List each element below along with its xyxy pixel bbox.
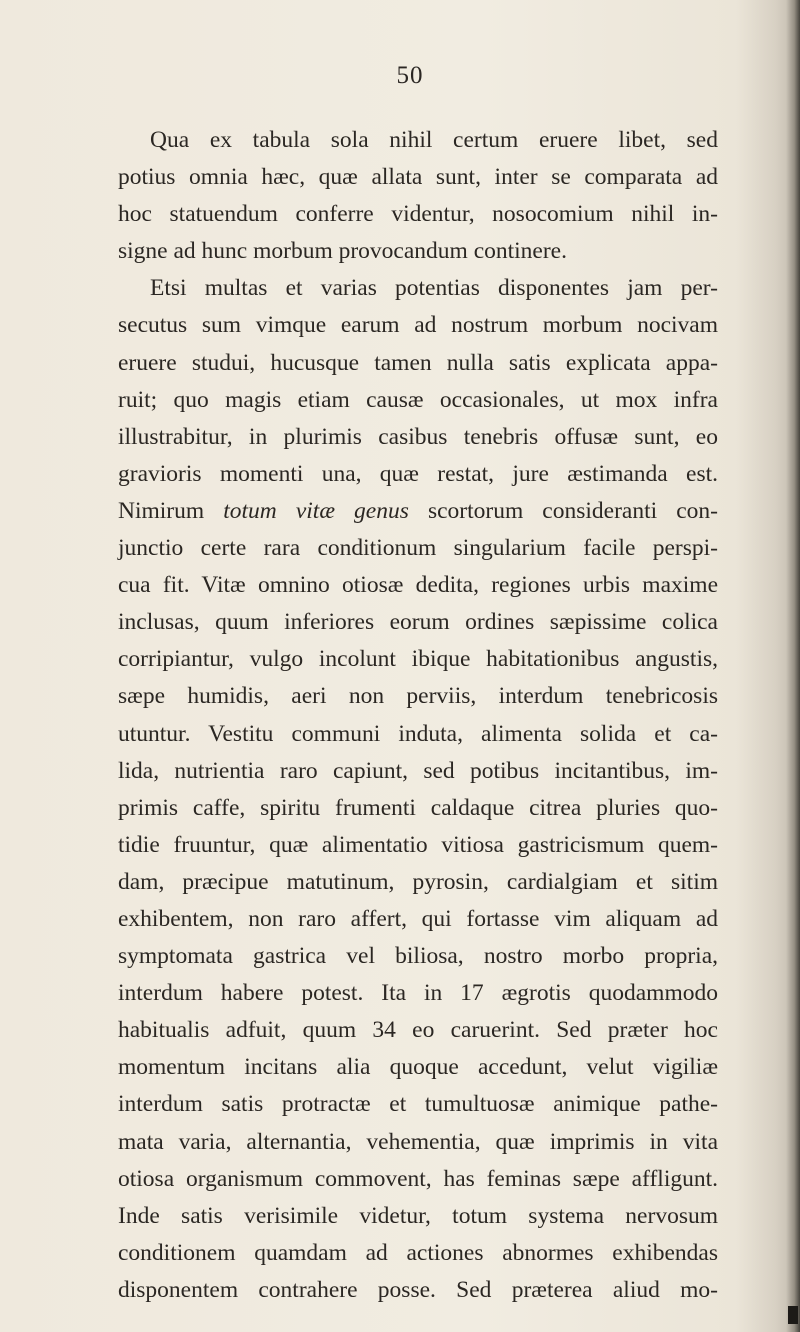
text-line: gravioris momenti una, quæ restat, jure æstimanda est. [118, 460, 718, 487]
text-line: interdum habere potest. Ita in 17 ægrotis quodammodo [118, 980, 718, 1007]
text-line: Qua ex tabula sola nihil certum eruere libet, sed [150, 127, 718, 153]
text-line: lida, nutrientia raro capiunt, sed potibus incitantibus, im- [118, 757, 718, 784]
text-line: disponentem contrahere posse. Sed præterea aliud mo- [118, 1276, 718, 1303]
text-line: conditionem quamdam ad actiones abnormes exhibendas [118, 1239, 718, 1266]
text-line: cua fit. Vitæ omnino otiosæ dedita, regiones urbis maxime [118, 572, 718, 599]
text-line: eruere studui, hucusque tamen nulla satis explicata appa- [118, 349, 718, 376]
text-line: dam, præcipue matutinum, pyrosin, cardialgiam et sitim [118, 868, 718, 895]
text-line: sæpe humidis, aeri non perviis, interdum tenebricosis [118, 683, 718, 710]
text-line: momentum incitans alia quoque accedunt, velut vigiliæ [118, 1054, 718, 1081]
corner-mark [788, 1306, 798, 1324]
text-line: signe ad hunc morbum provocandum continere. [118, 238, 567, 265]
page-number: 50 [396, 62, 424, 89]
text-line: ruit; quo magis etiam causæ occasionales, ut mox infra [118, 386, 718, 413]
text-line: Nimirum totum vitæ genus scortorum consideranti con- [118, 497, 718, 524]
text-line: otiosa organismum commovent, has feminas sæpe affligunt. [118, 1165, 718, 1192]
text-line: interdum satis protractæ et tumultuosæ animique pathe- [118, 1091, 718, 1118]
text-line: habitualis adfuit, quum 34 eo caruerint. Sed præter hoc [118, 1017, 718, 1044]
text-line: hoc statuendum conferre videntur, nosocomium nihil in- [118, 201, 718, 228]
page-edge-shadow [786, 0, 800, 1332]
text-line: Inde satis verisimile videtur, totum systema nervosum [118, 1202, 718, 1229]
text-line: primis caffe, spiritu frumenti caldaque citrea pluries quo- [118, 794, 718, 821]
text-line: corripiantur, vulgo incolunt ibique habitationibus angustis, [118, 646, 718, 673]
text-line: potius omnia hæc, quæ allata sunt, inter se comparata ad [118, 164, 718, 191]
text-line: utuntur. Vestitu communi induta, alimenta solida et ca- [118, 720, 718, 747]
text-line: Etsi multas et varias potentias disponentes jam per- [150, 275, 718, 302]
emphasized-phrase: totum vitæ genus [223, 497, 409, 524]
text-line: illustrabitur, in plurimis casibus tenebris offusæ sunt, eo [118, 423, 718, 450]
text-line: junctio certe rara conditionum singularium facile perspi- [118, 535, 718, 562]
text-line: secutus sum vimque earum ad nostrum morbum nocivam [118, 312, 718, 339]
text-line: tidie fruuntur, quæ alimentatio vitiosa gastricismum quem- [118, 831, 718, 858]
text-line: symptomata gastrica vel biliosa, nostro morbo propria, [118, 943, 718, 970]
text-line: mata varia, alternantia, vehementia, quæ imprimis in vita [118, 1128, 718, 1155]
body-text [118, 122, 718, 1309]
text-line: exhibentem, non raro affert, qui fortasse vim aliquam ad [118, 905, 718, 932]
text-line: inclusas, quum inferiores eorum ordines sæpissime colica [118, 609, 718, 636]
